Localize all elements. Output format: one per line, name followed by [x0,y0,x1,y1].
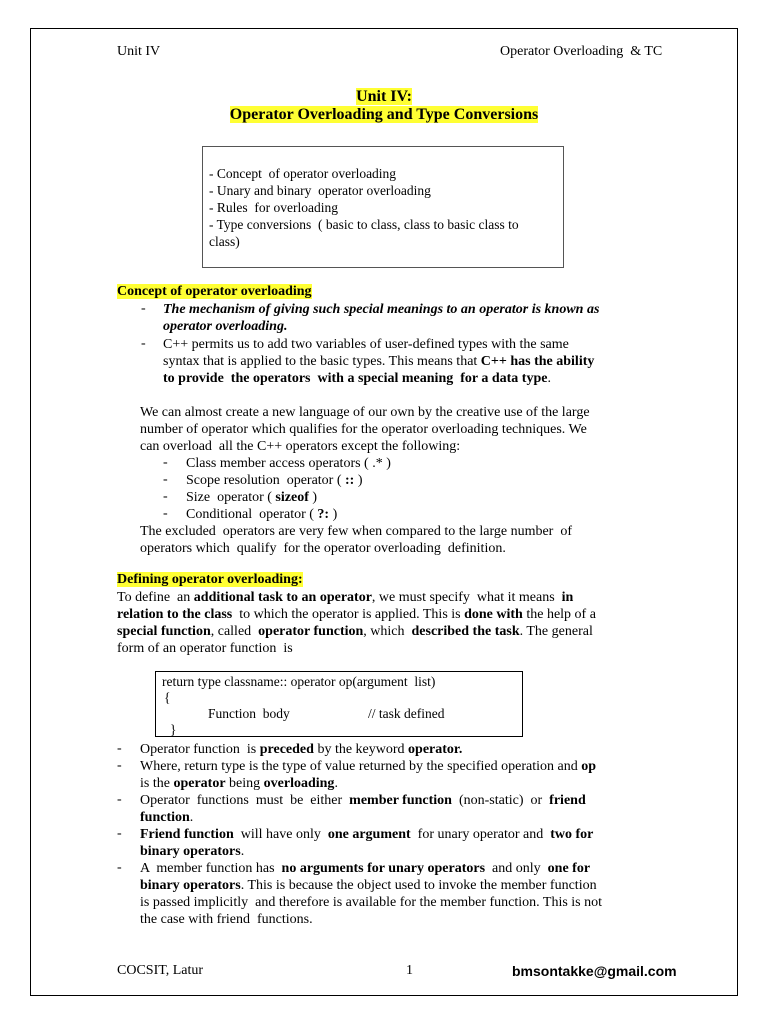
para-line: can overload all the C++ operators except the following: [140,439,461,454]
rule-1 [140,741,462,758]
bold-text: two for [550,827,594,842]
defining-line-4: form of an operator function is [117,641,293,656]
cpp-line-2 [163,353,594,370]
heading-text: Concept of operator overloading [117,284,312,299]
text: A member function has [140,861,282,876]
rule-5-line-4: the case with friend functions. [140,912,313,927]
text: Operator functions must be either [140,793,350,808]
bullet-dash: - [117,826,122,841]
text: To define an [117,590,194,605]
excluded-operator [186,506,337,523]
definition-line-2: operator overloading. [163,319,288,334]
rule-2-line-2 [140,775,338,792]
bold-text: to provide the operators with a special meaning for a data type [163,371,548,386]
bullet-dash: - [163,506,168,521]
topic-item: class) [209,234,240,249]
bold-text: op [581,759,597,774]
bold-text: ?: [317,507,330,522]
text: by the keyword [313,742,409,757]
defining-line-1 [117,589,654,606]
bold-text: additional task to an operator [193,590,372,605]
excluded-operator [186,455,391,472]
rule-5-line-3: is passed implicitly and therefore is available for the member function. This is not [140,895,603,910]
title-line-1: Unit IV: [356,88,412,105]
code-line: } [170,722,177,737]
bold-text: binary operators [140,844,241,859]
section-heading-concept [117,284,312,300]
text: . [189,810,194,825]
text: .* ) [372,456,391,471]
bullet-dash: - [163,489,168,504]
text: being [225,776,264,791]
topics-box [202,146,564,268]
page-title [0,88,768,106]
text: Where, return type is the type of value returned by the specified operation and [140,759,582,774]
closing-line: The excluded operators are very few when compared to the large number of [140,524,573,539]
title-line-2: Operator Overloading and Type Conversions [229,106,539,123]
code-line: return type classname:: operator op(argument list) [162,674,436,689]
para-line: We can almost create a new language of our own by the creative use of the large [140,405,590,420]
defining-line-2 [117,606,596,623]
rule-3-line-2 [140,809,193,826]
definition-line-1: The mechanism of giving such special meanings to an operator is known as [163,302,600,317]
rule-4-line-2 [140,843,244,860]
bold-text: special function [117,624,211,639]
topic-item: - Unary and binary operator overloading [209,183,431,198]
closing-line: operators which qualify for the operator overloading definition. [140,541,506,556]
text: ) [329,507,338,522]
text: syntax that is applied to the basic types. This means that [163,354,481,369]
defining-line-3 [117,623,593,640]
text: . [547,371,551,386]
topic-item: - Type conversions ( basic to class, class to basic class to [209,217,519,232]
bold-text: one for [547,861,591,876]
excluded-operator [186,489,317,506]
text: , called [210,624,259,639]
text: , which [363,624,412,639]
code-line: { [164,690,171,705]
bullet-dash: - [117,741,122,756]
bold-text: binary operators [140,878,241,893]
bold-text: operator [173,776,226,791]
header-unit: Unit IV [117,44,161,59]
bold-text: done with [464,607,523,622]
page-subtitle [0,106,768,124]
bold-text: operator function [258,624,364,639]
text: . This is because the object used to invoke the member function [240,878,597,893]
cpp-line-3 [163,370,551,387]
bold-text: one argument [327,827,411,842]
rule-2-line-1 [140,758,596,775]
bullet-dash: - [141,301,146,316]
bold-text: preceded [259,742,314,757]
topic-item: - Concept of operator overloading [209,166,397,181]
bullet-dash: - [141,336,146,351]
text: is the [140,776,174,791]
text: for unary operator and [410,827,551,842]
code-comment: // task defined [368,706,445,721]
bold-text: in [561,590,574,605]
cpp-line-1: C++ permits us to add two variables of user-defined types with the same [163,337,569,352]
footer-institute: COCSIT, Latur [117,963,204,978]
bold-text: function [140,810,190,825]
text: and only [485,861,548,876]
bold-text: relation to the class [117,607,233,622]
bold-text: C++ has the ability [480,354,595,369]
section-heading-defining [117,572,303,588]
text: Conditional operator ( [186,507,318,522]
topic-item: - Rules for overloading [209,200,338,215]
bullet-dash: - [163,472,168,487]
text: , we must specify what it means [371,590,562,605]
bullet-dash: - [117,758,122,773]
para-line: number of operator which qualifies for the operator overloading techniques. We [140,422,587,437]
text: to which the operator is applied. This is [232,607,465,622]
text: Size operator ( [186,490,276,505]
bold-text: described the task [411,624,520,639]
bold-text: sizeof [275,490,309,505]
bold-text: no arguments for unary operators [281,861,486,876]
rule-5-line-2 [140,877,597,894]
text: . [334,776,338,791]
code-box [155,671,523,737]
text: the help of a [522,607,596,622]
bold-text: friend [549,793,586,808]
text: . [240,844,245,859]
text: . The general [519,624,593,639]
page-number: 1 [406,963,413,978]
excluded-operator [186,472,363,489]
footer-email: bmsontakke@gmail.com [512,963,677,979]
rule-3-line-1 [140,792,586,809]
text: will have only [233,827,328,842]
rule-5-line-1 [140,860,590,877]
text: ) [308,490,318,505]
bullet-dash: - [117,860,122,875]
bold-text: overloading [263,776,335,791]
text: ) [354,473,363,488]
bullet-dash: - [163,455,168,470]
text: Scope resolution operator ( [186,473,346,488]
text: Class member access operators ( [186,456,373,471]
text: (non-static) or [451,793,550,808]
bullet-dash: - [117,792,122,807]
bold-text: Friend function [140,827,234,842]
text: Operator function is [140,742,260,757]
header-topic: Operator Overloading & TC [500,44,663,59]
code-line: Function body [208,706,290,721]
bold-text: member function [349,793,452,808]
rule-4-line-1 [140,826,593,843]
heading-text: Defining operator overloading: [117,572,303,587]
bold-text: operator. [408,742,463,757]
bold-text: :: [345,473,355,488]
